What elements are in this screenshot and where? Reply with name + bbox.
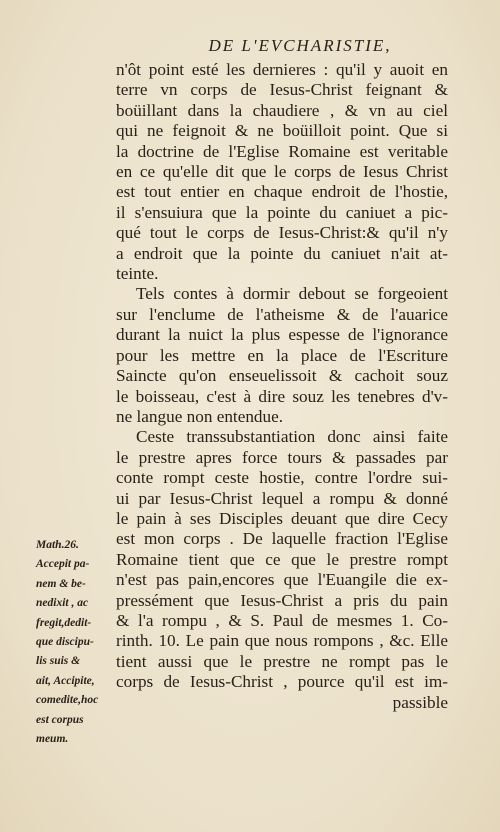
text-line: Saincte qu'on enseuelissoit & cachoit souz	[116, 366, 448, 386]
text-line: est tout entier en chaque endroit de l'hostie,	[116, 182, 448, 202]
text-line: pour les mettre en la place de l'Escriture	[116, 345, 448, 365]
text-line: pressément que Iesus-Christ a pris du pain	[116, 590, 448, 610]
margin-note-line: meum.	[36, 733, 69, 746]
margin-note-line: nem & be-	[36, 577, 86, 590]
text-line: la doctrine de l'Eglise Romaine est veritable	[116, 141, 448, 161]
margin-note-line: lis suis &	[36, 655, 81, 668]
text-line: corps de Iesus-Christ , pource qu'il est im-	[116, 672, 448, 692]
margin-note	[36, 536, 116, 749]
main-text-block	[116, 60, 448, 713]
text-line: qui ne feignoit & ne boüilloit point. Que si	[116, 121, 448, 141]
text-line: boüillant dans la chaudiere , & vn au ciel	[116, 100, 448, 120]
text-line: passible	[392, 692, 448, 712]
text-line: n'ôt point esté les dernieres : qu'il y auoit en	[116, 60, 448, 79]
margin-note-line: est corpus	[36, 713, 84, 726]
text-line: durant la nuict la plus espesse de l'ignorance	[116, 325, 448, 345]
text-line: & l'a rompu , & S. Paul de mesmes 1. Co-	[116, 610, 448, 630]
text-line: Romaine tient que ce que le prestre rompt	[116, 549, 448, 569]
text-line: sur l'enclume de l'atheisme & de l'auarice	[116, 304, 448, 324]
text-line: n'est pas pain,encores que l'Euangile die ex-	[116, 570, 448, 590]
margin-note-line: nedixit , ac	[36, 597, 89, 610]
text-line: conte rompt ceste hostie, contre l'ordre sui-	[116, 468, 448, 488]
text-line: terre vn corps de Iesus-Christ feignant &	[116, 80, 448, 100]
text-line: ui par Iesus-Christ lequel a rompu & donné	[116, 488, 448, 508]
text-line: le pain à ses Disciples deuant que dire Cecy	[116, 508, 448, 528]
text-line: rinth. 10. Le pain que nous rompons , &c. Elle	[116, 631, 448, 651]
text-line: le boisseau, c'est à dire souz les tenebres d'v-	[116, 386, 448, 406]
text-line: a endroit que la pointe du caniuet n'ait at-	[116, 243, 448, 263]
text-line: qué tout le corps de Iesus-Christ:& qu'il n'y	[116, 223, 448, 243]
margin-note-line: comedite,hoc	[36, 694, 99, 707]
text-line: en ce qu'elle dit que le corps de Iesus Christ	[116, 162, 448, 182]
margin-note-line: ait, Accipite,	[36, 674, 95, 687]
margin-note-line: fregit,dedit-	[36, 616, 92, 629]
text-line: tient aussi que le prestre ne rompt pas le	[116, 651, 448, 671]
text-line: teinte.	[116, 264, 159, 284]
text-line: Ceste transsubstantiation donc ainsi faite	[136, 427, 448, 447]
margin-note-line: que discipu-	[36, 636, 94, 649]
running-title: DE L'EVCHARISTIE,	[208, 36, 392, 55]
text-line: le prestre apres force tours & passades par	[116, 447, 448, 467]
text-line: est mon corps . De laquelle fraction l'Eglise	[116, 529, 448, 549]
text-line: il s'ensuiura que la pointe du caniuet a pic-	[116, 202, 448, 222]
text-line: ne langue non entendue.	[116, 406, 284, 426]
margin-note-line: Accepit pa-	[36, 558, 90, 571]
margin-note-line: Math.26.	[36, 539, 79, 551]
text-line: Tels contes à dormir debout se forgeoient	[136, 284, 448, 304]
